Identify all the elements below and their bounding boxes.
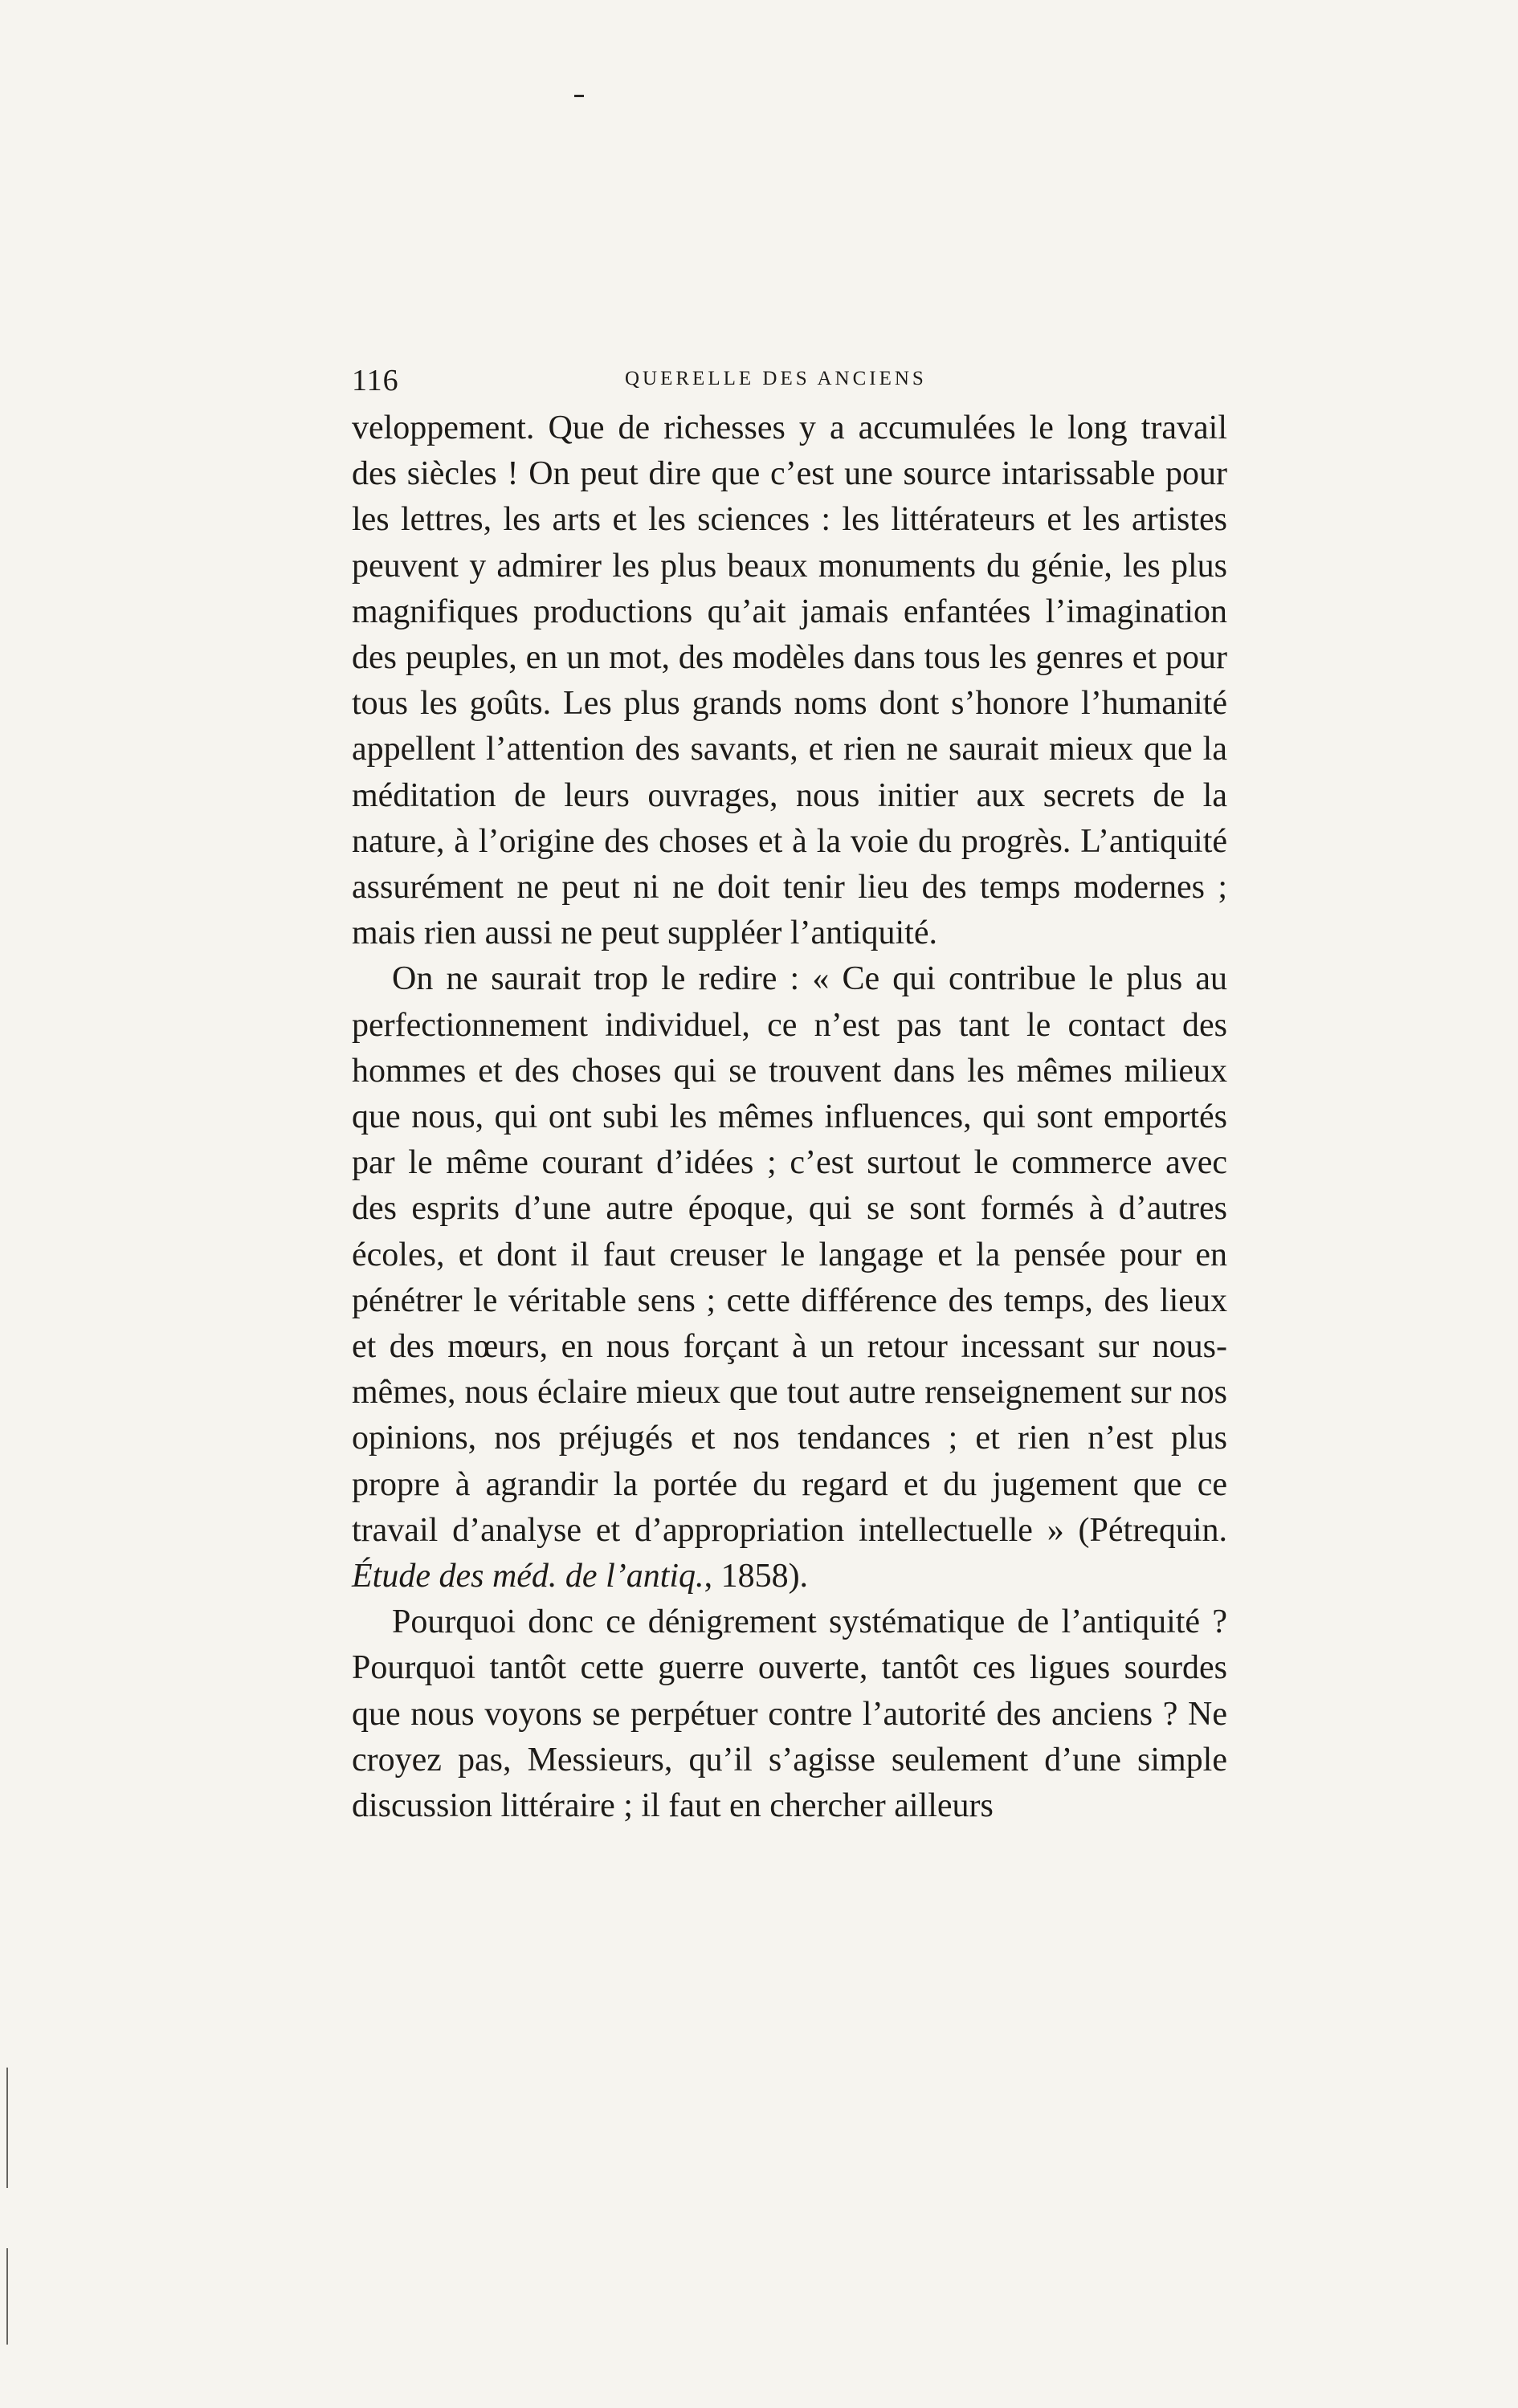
body-text [352, 405, 1227, 1829]
citation-rest: , 1858). [704, 1558, 809, 1595]
page-number: 116 [352, 364, 399, 397]
running-title: QUERELLE DES ANCIENS [625, 368, 927, 389]
paragraph-2-text: On ne saurait trop le redire : « Ce qui contribue le plus au perfectionnement individuel, ce n’est pas tant le contact des hommes et des choses qui se trouvent dans les mêmes milieux que nous, qui ont subi les mêmes influences, qui sont emportés par le même courant d’idées ; c’est surtout le commerce avec des esprits d’une autre époque, qui se sont formés à d’autres écoles, et dont il faut creuser le langage et la pensée pour en pénétrer le véritable sens ; cette différence des temps, des lieux et des mœurs, en nous forçant à un retour incessant sur nous-mêmes, nous éclaire mieux que tout autre renseignement sur nos opinions, nos préjugés et nos tendances ; et rien n’est plus propre à agrandir la portée du regard et du jugement que ce travail d’analyse et d’appropriation intellectuelle » (Pétrequin. [352, 960, 1227, 1549]
scan-speck [574, 95, 584, 97]
paragraph-1: veloppement. Que de richesses y a accumulées le long travail des siècles ! On peut dire que c’est une source intarissable pour les lettres, les arts et les sciences : les littérateurs et les artistes peuvent y admirer les plus beaux monuments du génie, les plus magnifiques productions qu’ait jamais enfantées l’imagination des peuples, en un mot, des modèles dans tous les genres et pour tous les goûts. Les plus grands noms dont s’honore l’humanité appellent l’attention des savants, et rien ne saurait mieux que la méditation de leurs ouvrages, nous initier aux secrets de la nature, à l’origine des choses et à la voie du progrès. L’antiquité assurément ne peut ni ne doit tenir lieu des temps modernes ; mais rien aussi ne peut suppléer l’antiquité. [352, 409, 1227, 952]
page-header [352, 363, 1227, 411]
paragraph-3: Pourquoi donc ce dénigrement systématique de l’antiquité ? Pourquoi tantôt cette guerre ouverte, tantôt ces ligues sourdes que nous voyons se perpétuer contre l’autorité des anciens ? Ne croyez pas, Messieurs, qu’il s’agisse seulement d’une simple discussion littéraire ; il faut en chercher ailleurs [352, 1603, 1227, 1825]
margin-rule-mark [6, 2068, 8, 2188]
paragraph-2 [352, 956, 1227, 1599]
margin-rule-mark-2 [6, 2248, 8, 2345]
citation-title: Étude des méd. de l’antiq. [352, 1558, 704, 1595]
